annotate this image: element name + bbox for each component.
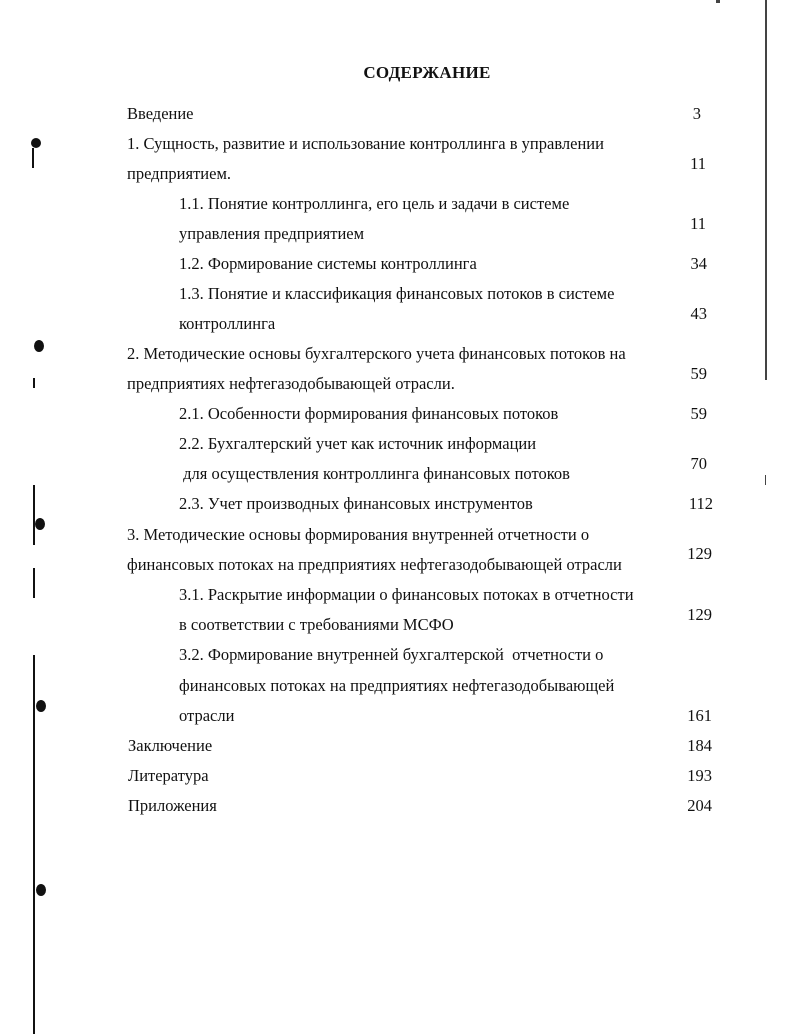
toc-entry-text: в соответствии с требованиями МСФО (179, 615, 454, 634)
toc-entry-text: 3.2. Формирование внутренней бухгалтерской отчетности о (179, 645, 604, 664)
toc-entry-text: предприятием. (127, 164, 232, 183)
toc-entry-page: 129 (687, 544, 712, 563)
toc-entry-page: 161 (687, 706, 712, 725)
toc-entry-text: Приложения (128, 796, 217, 815)
toc-entry-page: 112 (688, 494, 713, 513)
page-title: СОДЕРЖАНИЕ (363, 63, 491, 82)
toc-entry-text: 1.3. Понятие и классификация финансовых потоков в системе (179, 284, 615, 303)
toc-entry-page: 11 (690, 214, 706, 233)
toc-entry-page: 70 (690, 454, 707, 473)
toc-entry-text: отрасли (179, 706, 235, 725)
toc-entry-text: 2. Методические основы бухгалтерского учета финансовых потоков на (127, 344, 626, 363)
binding-edge-mark (33, 485, 35, 545)
binding-edge-mark (33, 378, 35, 388)
toc-entry-page: 184 (687, 736, 712, 755)
binding-edge-mark (32, 148, 34, 168)
binding-hole-mark (36, 700, 46, 712)
toc-entry-page: 3 (692, 104, 701, 123)
toc-entry-text: 2.2. Бухгалтерский учет как источник информации (179, 434, 537, 453)
binding-hole-mark (36, 884, 46, 896)
right-edge-line (765, 0, 767, 380)
binding-hole-mark (31, 138, 41, 148)
toc-entry-text: 1.1. Понятие контроллинга, его цель и задачи в системе (179, 194, 570, 213)
toc-entry-page: 204 (687, 796, 712, 815)
toc-entry-text: 3.1. Раскрытие информации о финансовых потоках в отчетности (179, 585, 634, 604)
toc-entry-page: 193 (687, 766, 712, 785)
toc-entry-text: 2.1. Особенности формирования финансовых потоков (179, 404, 559, 423)
binding-edge-mark (33, 568, 35, 598)
toc-entry-text: предприятиях нефтегазодобывающей отрасли. (127, 374, 455, 393)
toc-entry-text: 1.2. Формирование системы контроллинга (179, 254, 477, 273)
toc-entry-text: управления предприятием (179, 224, 365, 243)
right-edge-line (765, 475, 766, 485)
toc-entry-page: 34 (690, 254, 707, 273)
toc-entry-text: финансовых потоках на предприятиях нефтегазодобывающей (179, 676, 615, 695)
binding-edge-mark (33, 655, 35, 1034)
toc-entry-text: Введение (127, 104, 194, 123)
toc-entry-text: Заключение (128, 736, 213, 755)
toc-entry-text: контроллинга (179, 314, 276, 333)
binding-hole-mark (35, 518, 45, 530)
top-edge-mark (716, 0, 720, 3)
toc-entry-page: 129 (687, 605, 712, 624)
toc-entry-text: 3. Методические основы формирования внутренней отчетности о (127, 525, 590, 544)
toc-entry-page: 59 (690, 404, 707, 423)
toc-entry-page: 59 (690, 364, 707, 383)
toc-entry-page: 43 (690, 304, 707, 323)
toc-entry-text: 2.3. Учет производных финансовых инструментов (179, 494, 533, 513)
toc-entry-text: Литература (128, 766, 209, 785)
toc-entry-text: 1. Сущность, развитие и использование контроллинга в управлении (127, 134, 604, 153)
binding-hole-mark (34, 340, 44, 352)
toc-entry-text: финансовых потоках на предприятиях нефтегазодобывающей отрасли (127, 555, 622, 574)
toc-entry-page: 11 (690, 154, 706, 173)
toc-entry-text: для осуществления контроллинга финансовых потоков (179, 464, 570, 483)
